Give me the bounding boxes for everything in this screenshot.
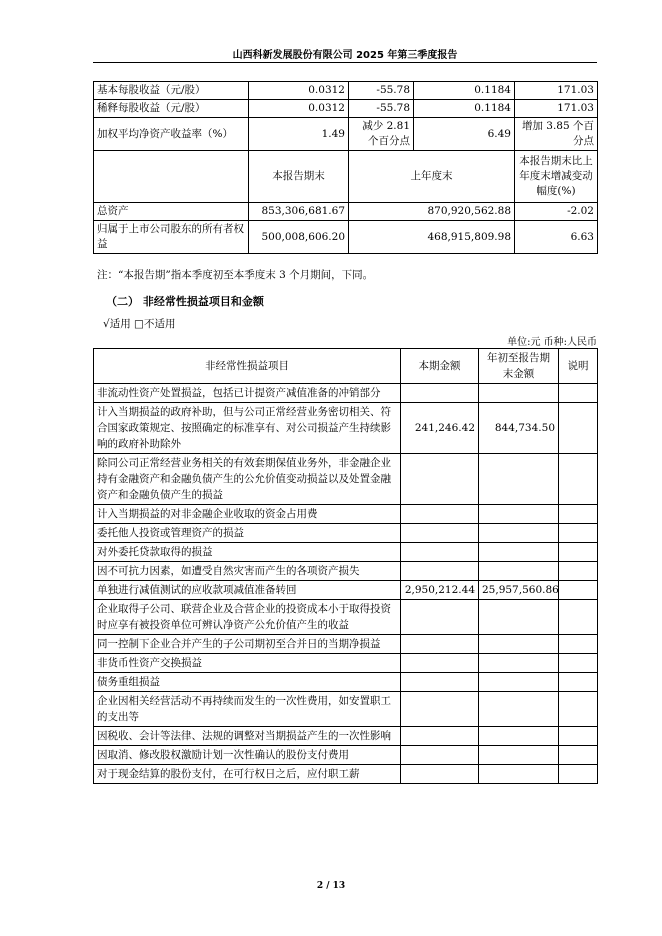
- table-row: [94, 403, 598, 454]
- page-number: 2 / 13: [316, 881, 346, 891]
- table-note: 注：“本报告期”指本季度初至本季度末 3 个月期间，下同。: [97, 269, 374, 281]
- current-amount-cell: [401, 600, 479, 635]
- table-row: [94, 100, 598, 118]
- item-cell: 因取消、修改股权激励计划一次性确认的股份支付费用: [94, 746, 401, 765]
- note-cell: [559, 692, 598, 727]
- note-cell: [559, 524, 598, 543]
- cell-value: 0.0312: [249, 82, 349, 100]
- ytd-amount-cell: [479, 635, 559, 654]
- col-header-current: 本期金额: [401, 349, 479, 384]
- table-row: [94, 654, 598, 673]
- table-row: [94, 524, 598, 543]
- cell-value: 853,306,681.67: [249, 203, 349, 221]
- note-cell: [559, 654, 598, 673]
- item-cell: 单独进行减值测试的应收款项减值准备转回: [94, 581, 401, 600]
- note-cell: [559, 746, 598, 765]
- col-header-item: 非经常性损益项目: [94, 349, 401, 384]
- note-cell: [559, 635, 598, 654]
- note-cell: [559, 765, 598, 784]
- item-cell: 因税收、会计等法律、法规的调整对当期损益产生的一次性影响: [94, 727, 401, 746]
- note-cell: [559, 543, 598, 562]
- blank-cell: [94, 151, 249, 203]
- current-amount-cell: [401, 562, 479, 581]
- cell-value: 1.49: [249, 118, 349, 151]
- current-amount-cell: [401, 765, 479, 784]
- table-row: [94, 82, 598, 100]
- note-cell: [559, 727, 598, 746]
- note-cell: [559, 454, 598, 505]
- note-cell: [559, 673, 598, 692]
- ytd-amount-cell: [479, 562, 559, 581]
- table-row: [94, 765, 598, 784]
- table-row: [94, 203, 598, 221]
- table-row: [94, 600, 598, 635]
- col-header-prior-year-end: 上年度末: [349, 151, 515, 203]
- table-row: [94, 635, 598, 654]
- table-row: [94, 384, 598, 403]
- current-amount-cell: [401, 505, 479, 524]
- unit-currency-label: 单位:元 币种:人民币: [507, 337, 597, 348]
- ytd-amount-cell: [479, 746, 559, 765]
- item-cell: 计入当期损益的对非金融企业收取的资金占用费: [94, 505, 401, 524]
- table-row: [94, 581, 598, 600]
- ytd-amount-cell: [479, 454, 559, 505]
- cell-value: 468,915,809.98: [349, 221, 515, 254]
- table-row: [94, 221, 598, 254]
- cell-value: 171.03: [515, 82, 598, 100]
- cell-value: 增加 3.85 个百分点: [515, 118, 598, 151]
- current-amount-cell: [401, 727, 479, 746]
- cell-value: -55.78: [349, 100, 414, 118]
- table-row: [94, 543, 598, 562]
- item-cell: 同一控制下企业合并产生的子公司期初至合并日的当期净损益: [94, 635, 401, 654]
- item-cell: 委托他人投资或管理资产的损益: [94, 524, 401, 543]
- cell-value: 减少 2.81 个百分点: [349, 118, 414, 151]
- item-cell: 企业取得子公司、联营企业及合营企业的投资成本小于取得投资时应享有被投资单位可辨认净资产公允价值产生的收益: [94, 600, 401, 635]
- cell-value: 171.03: [515, 100, 598, 118]
- ytd-amount-cell: [479, 765, 559, 784]
- ytd-amount-cell: [479, 543, 559, 562]
- item-cell: 非货币性资产交换损益: [94, 654, 401, 673]
- current-amount-cell: 2,950,212.44: [401, 581, 479, 600]
- col-header-current-end: 本报告期末: [249, 151, 349, 203]
- item-cell: 非流动性资产处置损益，包括已计提资产减值准备的冲销部分: [94, 384, 401, 403]
- cell-value: 6.49: [414, 118, 515, 151]
- row-label: 归属于上市公司股东的所有者权益: [94, 221, 249, 254]
- table-row: [94, 562, 598, 581]
- current-amount-cell: [401, 673, 479, 692]
- cell-value: 0.1184: [414, 82, 515, 100]
- table-row: [94, 746, 598, 765]
- ytd-amount-cell: [479, 673, 559, 692]
- section-heading: （二） 非经常性损益项目和金额: [106, 295, 264, 308]
- ytd-amount-cell: [479, 384, 559, 403]
- table-header-row: [94, 349, 598, 384]
- row-label: 稀释每股收益（元/股）: [94, 100, 249, 118]
- non-recurring-items-table: [93, 348, 598, 784]
- cell-value: -55.78: [349, 82, 414, 100]
- col-header-ytd: 年初至报告期末金额: [479, 349, 559, 384]
- current-amount-cell: [401, 454, 479, 505]
- row-label: 加权平均净资产收益率（%）: [94, 118, 249, 151]
- current-amount-cell: [401, 543, 479, 562]
- note-cell: [559, 505, 598, 524]
- table-row: [94, 454, 598, 505]
- table-header-row: [94, 151, 598, 203]
- ytd-amount-cell: [479, 505, 559, 524]
- ytd-amount-cell: 844,734.50: [479, 403, 559, 454]
- note-cell: [559, 384, 598, 403]
- cell-value: 0.1184: [414, 100, 515, 118]
- current-amount-cell: [401, 524, 479, 543]
- ytd-amount-cell: [479, 654, 559, 673]
- current-amount-cell: [401, 654, 479, 673]
- table-row: [94, 727, 598, 746]
- current-amount-cell: 241,246.42: [401, 403, 479, 454]
- item-cell: 债务重组损益: [94, 673, 401, 692]
- col-header-note: 说明: [559, 349, 598, 384]
- ytd-amount-cell: [479, 600, 559, 635]
- current-amount-cell: [401, 384, 479, 403]
- note-cell: [559, 562, 598, 581]
- cell-value: 6.63: [515, 221, 598, 254]
- cell-value: 500,008,606.20: [249, 221, 349, 254]
- item-cell: 除同公司正常经营业务相关的有效套期保值业务外，非金融企业持有金融资产和金融负债产生的公允价值变动损益以及处置金融资产和金融负债产生的损益: [94, 454, 401, 505]
- applicable-checkbox-text: √适用 □不适用: [103, 318, 176, 330]
- item-cell: 企业因相关经营活动不再持续而发生的一次性费用，如安置职工的支出等: [94, 692, 401, 727]
- cell-value: 0.0312: [249, 100, 349, 118]
- financial-indicators-table: [93, 81, 598, 254]
- ytd-amount-cell: [479, 524, 559, 543]
- row-label: 基本每股收益（元/股）: [94, 82, 249, 100]
- page-header-title: 山西科新发展股份有限公司 2025 年第三季度报告: [232, 50, 458, 61]
- ytd-amount-cell: 25,957,560.86: [479, 581, 559, 600]
- item-cell: 因不可抗力因素，如遭受自然灾害而产生的各项资产损失: [94, 562, 401, 581]
- current-amount-cell: [401, 692, 479, 727]
- item-cell: 对于现金结算的股份支付，在可行权日之后，应付职工薪: [94, 765, 401, 784]
- table-row: [94, 118, 598, 151]
- current-amount-cell: [401, 746, 479, 765]
- item-cell: 对外委托贷款取得的损益: [94, 543, 401, 562]
- item-cell: 计入当期损益的政府补助，但与公司正常经营业务密切相关、符合国家政策规定、按照确定的标准享有、对公司损益产生持续影响的政府补助除外: [94, 403, 401, 454]
- ytd-amount-cell: [479, 727, 559, 746]
- table-row: [94, 692, 598, 727]
- table-row: [94, 505, 598, 524]
- col-header-change: 本报告期末比上年度末增减变动幅度(%): [515, 151, 598, 203]
- header-rule: [93, 62, 597, 63]
- note-cell: [559, 403, 598, 454]
- table-row: [94, 673, 598, 692]
- cell-value: 870,920,562.88: [349, 203, 515, 221]
- note-cell: [559, 600, 598, 635]
- current-amount-cell: [401, 635, 479, 654]
- note-cell: [559, 581, 598, 600]
- cell-value: -2.02: [515, 203, 598, 221]
- row-label: 总资产: [94, 203, 249, 221]
- ytd-amount-cell: [479, 692, 559, 727]
